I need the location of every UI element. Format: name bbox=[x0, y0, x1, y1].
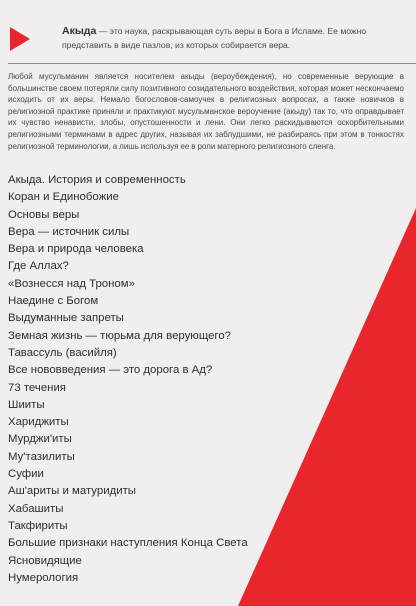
contents-item: Му'тазилиты bbox=[8, 450, 75, 463]
definition-text: — это наука, раскрывающая суть веры в Бога в Исламе. Ее можно представить в виде пазлов, из которых собирается вера. bbox=[62, 26, 367, 50]
contents-item: Хариджиты bbox=[8, 416, 69, 429]
definition-term: Акыда bbox=[62, 25, 97, 37]
contents-item: Вера — источник силы bbox=[8, 225, 130, 238]
intro-paragraph: Любой мусульманин является носителем акыды (вероубеждения), но современные верующие в большинстве своем потеряли силу позитивного созидательного воздействия, которая может нескончаемо исходить от их веры. Немало богословов-самоучек в религиозных вопросах, а также новичков в религиозной практике приняли и практикуют мусульманское вероучение (акыду) так то, что оправдывает их чувство ненависти, злобы, опустошенности и лени. Они легко раскидываются оскорбительными религиозными терминами в адрес других, называя их заблудшими, не разбираясь при этом в тонкостях религиозной терминологии, а лишь используя ее в роли матерного религиозного сленга. bbox=[8, 72, 404, 151]
divider-line bbox=[8, 63, 416, 64]
contents-item: Большие признаки наступления Конца Света bbox=[8, 537, 248, 550]
contents-item: Выдуманные запреты bbox=[8, 312, 124, 325]
contents-item: Тавассуль (васийля) bbox=[8, 346, 117, 359]
contents-item: Акыда. История и современность bbox=[8, 174, 186, 186]
contents-item: Суфии bbox=[8, 468, 44, 481]
contents-item: Вера и природа человека bbox=[8, 243, 144, 256]
contents-item: Где Аллах? bbox=[8, 260, 69, 273]
contents-item: Все нововведения — это дорога в Ад? bbox=[8, 364, 213, 377]
contents-list bbox=[8, 172, 308, 587]
contents-item: Коран и Единобожие bbox=[8, 191, 119, 204]
contents-item: Аш'ариты и матуридиты bbox=[8, 485, 136, 498]
contents-item: Шииты bbox=[8, 398, 45, 411]
contents-item: 73 течения bbox=[8, 381, 66, 394]
contents-item: Нумерология bbox=[8, 571, 79, 584]
contents-item: Земная жизнь — тюрьма для верующего? bbox=[8, 329, 231, 342]
contents-item: Такфириты bbox=[8, 519, 68, 532]
contents-item: Наедине с Богом bbox=[8, 295, 99, 308]
contents-item: Мурджи'иты bbox=[8, 433, 72, 446]
contents-item: Основы веры bbox=[8, 208, 80, 221]
definition-block bbox=[62, 24, 392, 52]
contents-item: «Вознесся над Троном» bbox=[8, 277, 135, 290]
contents-item: Ясновидящие bbox=[8, 554, 82, 567]
triangle-play-icon bbox=[10, 27, 30, 51]
contents-item: Хабашиты bbox=[8, 502, 64, 515]
